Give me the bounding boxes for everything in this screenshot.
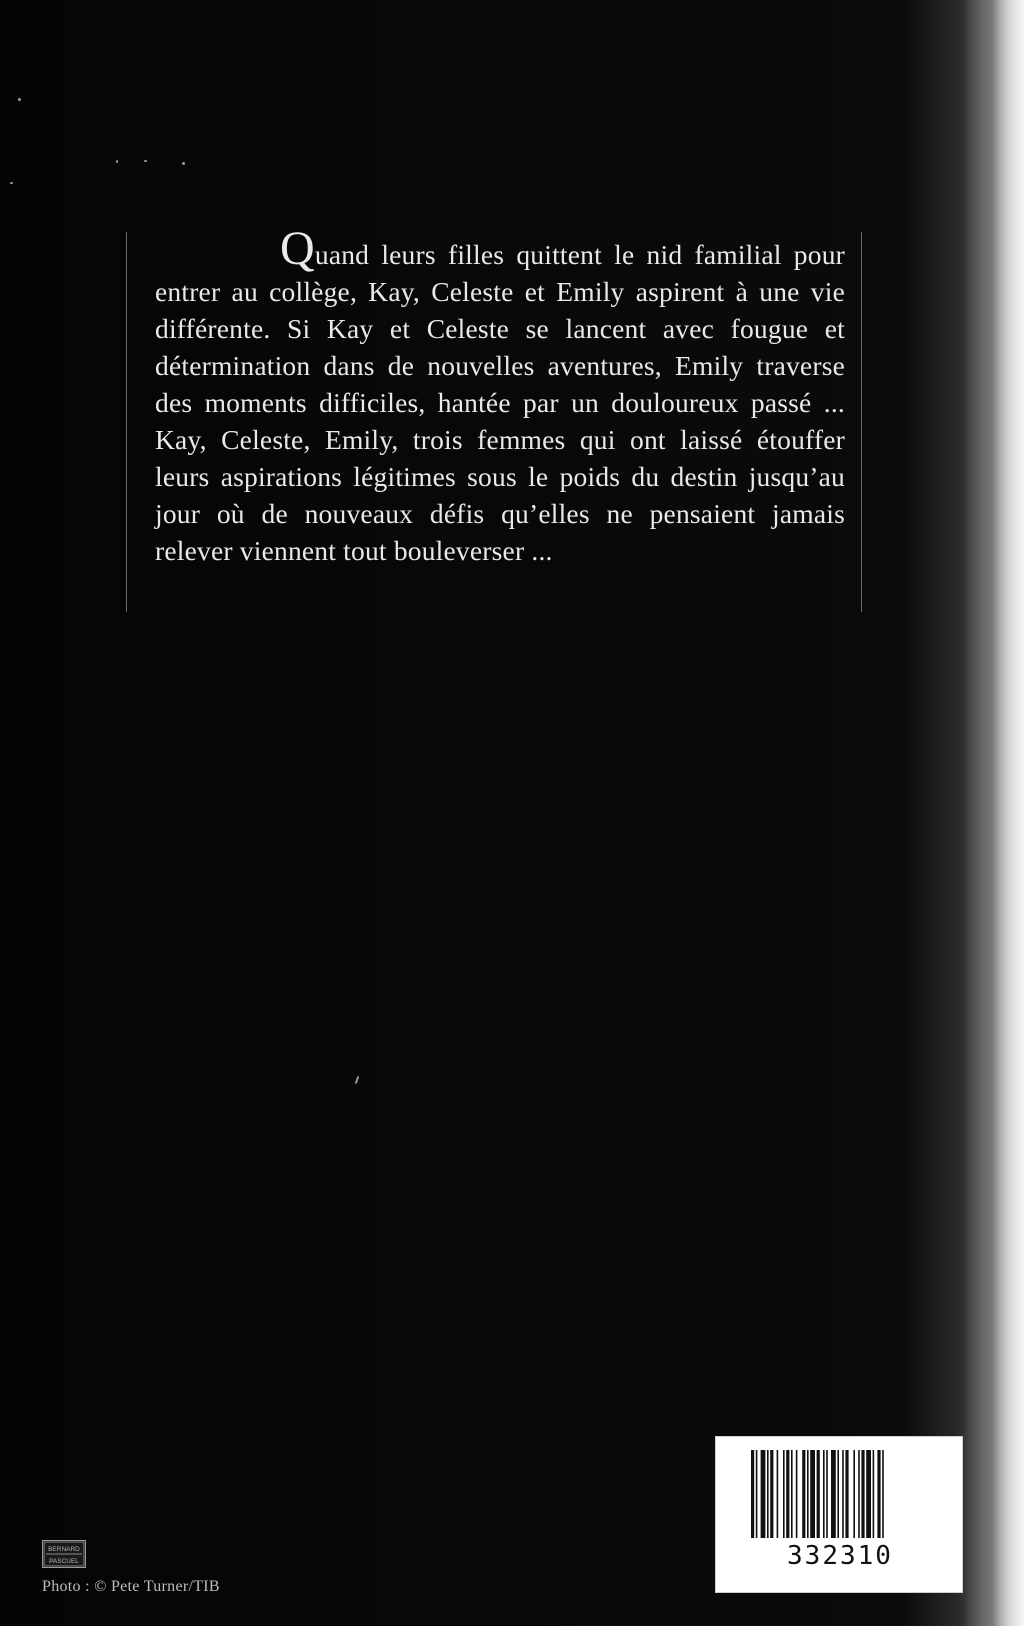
publisher-logo-line2: PASCUEL [49, 1558, 79, 1565]
photo-credit: Photo : © Pete Turner/TIB [42, 1578, 220, 1595]
barcode-bar [796, 1450, 798, 1538]
barcode-bar [802, 1450, 805, 1538]
barcode-bar [791, 1450, 793, 1538]
barcode-bar [842, 1450, 844, 1538]
barcode-bar [807, 1450, 809, 1538]
blurb-dropcap: Q [280, 222, 315, 275]
spine-highlight [954, 0, 1024, 1626]
dust-speck [116, 160, 118, 163]
dust-speck [144, 160, 147, 162]
barcode-bar [823, 1450, 825, 1538]
barcode-number: 332310 [787, 1541, 893, 1571]
barcode-label [715, 1436, 963, 1593]
barcode-bar [786, 1450, 789, 1538]
barcode-bar [767, 1450, 769, 1538]
barcode-bar [756, 1450, 758, 1538]
barcode-bar [777, 1450, 779, 1538]
barcode-bar [831, 1450, 836, 1538]
barcode-bar [810, 1450, 815, 1538]
barcode-bar [882, 1450, 884, 1538]
blurb-text: uand leurs filles quittent le nid familial pour entrer au collège, Kay, Celeste et Emily aspirent à une vie différente. Si Kay et Celeste se lancent avec fougue et détermination dans de nouvelles aventures, Emily traverse des moments difficiles, hantée par un douloureux passé ... Kay, Celeste, Emily, trois femmes qui ont laissé étouffer leurs aspirations légitimes sous le poids du destin jusqu’au jour où de nouveaux défis qu’elles ne pensaient jamais relever viennent tout bouleverser ... [155, 239, 845, 566]
barcode-bar [770, 1450, 773, 1538]
barcode-bar [877, 1450, 880, 1538]
barcode-icon [751, 1450, 929, 1538]
barcode-bar [873, 1450, 875, 1538]
dust-speck [182, 162, 185, 165]
publisher-logo [42, 1540, 86, 1568]
barcode-bar [751, 1450, 754, 1538]
barcode-bar [858, 1450, 860, 1538]
barcode-bar [761, 1450, 766, 1538]
barcode-bar [817, 1450, 820, 1538]
dust-speck [10, 182, 13, 184]
barcode-bar [845, 1450, 848, 1538]
barcode-bar [826, 1450, 828, 1538]
blurb-paragraph [155, 222, 845, 569]
barcode-bar [837, 1450, 839, 1538]
dust-speck [18, 98, 21, 101]
barcode-bar [866, 1450, 871, 1538]
barcode-bar [853, 1450, 855, 1538]
barcode-bar [783, 1450, 785, 1538]
dust-speck [355, 1076, 360, 1084]
barcode-bar [861, 1450, 864, 1538]
publisher-logo-line1: BERNARD [48, 1546, 80, 1553]
